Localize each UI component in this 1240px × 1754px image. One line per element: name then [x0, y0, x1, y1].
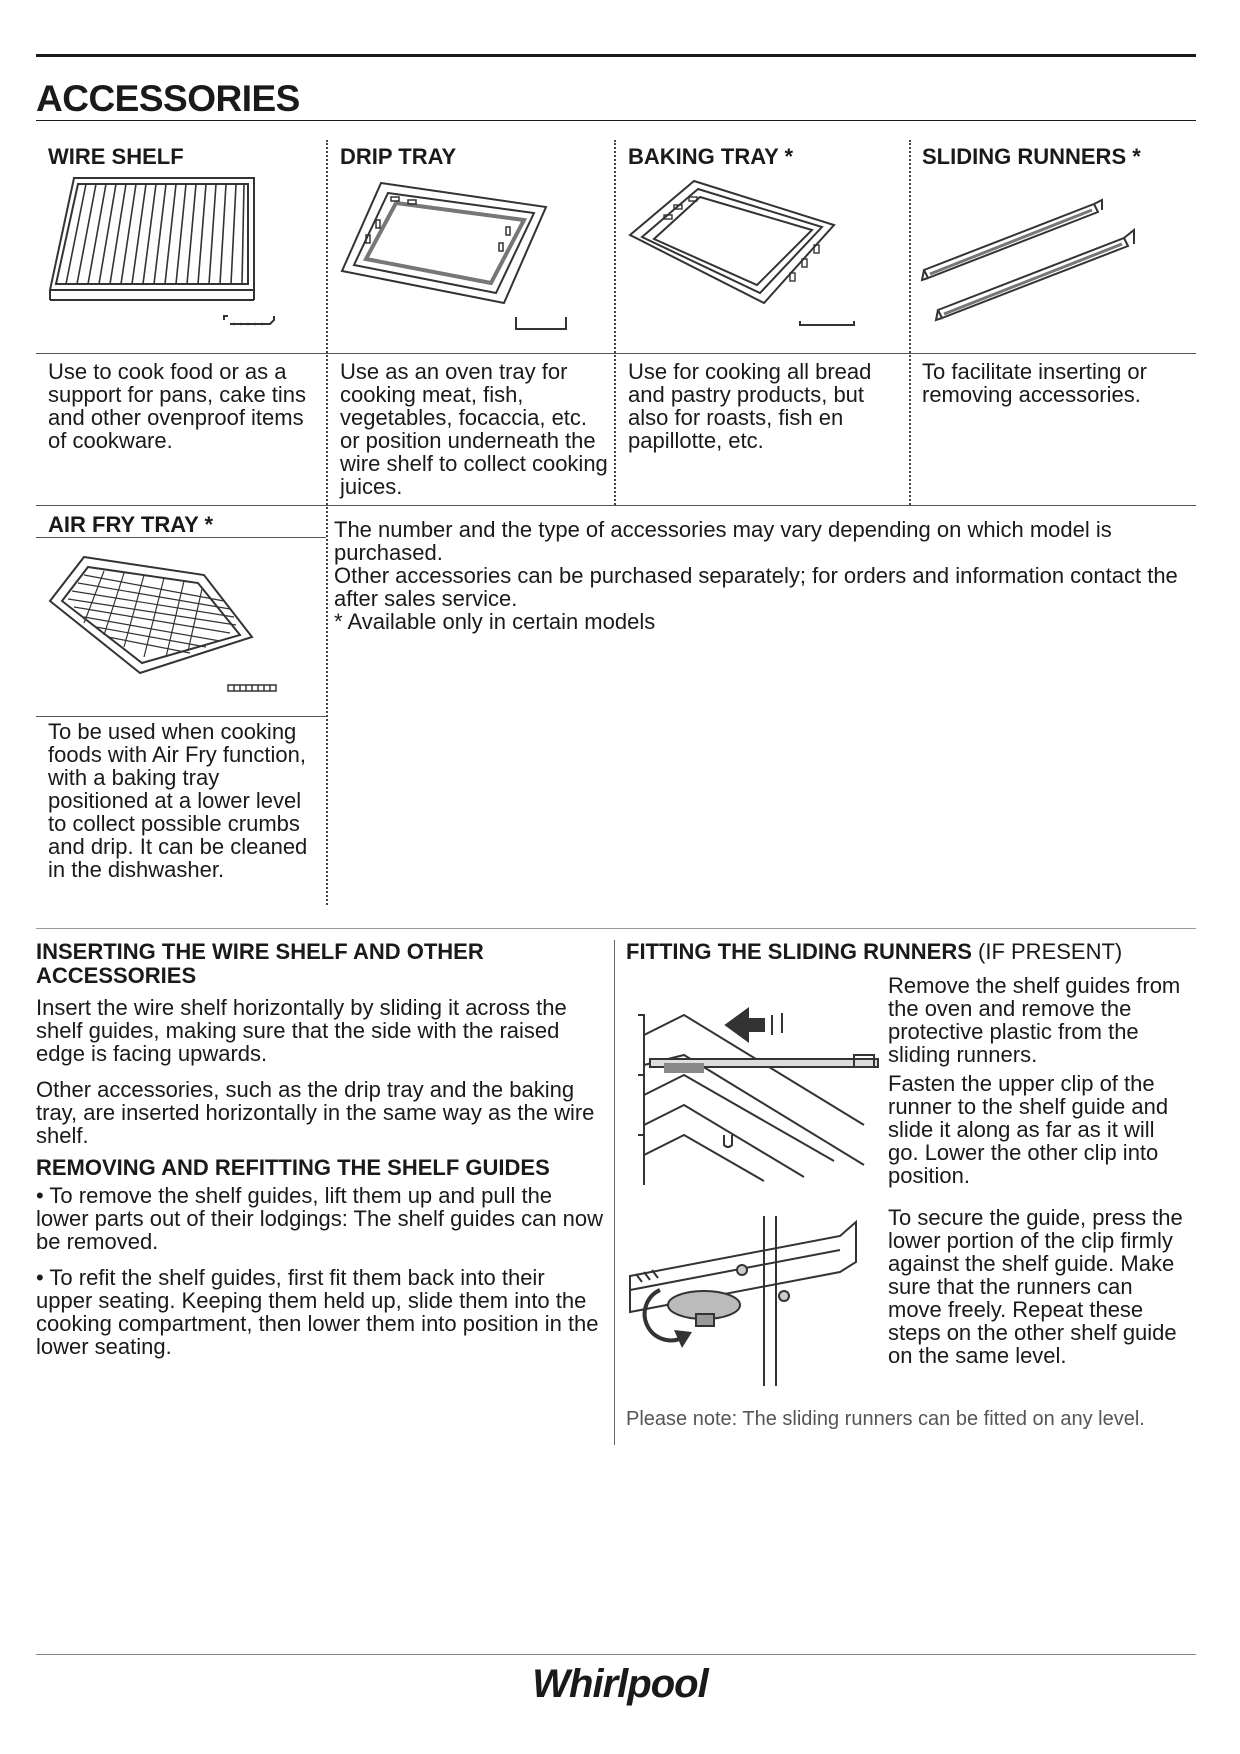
section-paragraph: Other accessories, such as the drip tray and the baking tray, are inserted horizontally in the same way as the wire shelf.: [36, 1077, 595, 1148]
title-rule: [36, 120, 1196, 121]
accessory-name: BAKING TRAY *: [628, 144, 794, 169]
row-rule: [36, 353, 1196, 354]
row-rule: [36, 505, 1196, 506]
wire-shelf-icon: [44, 170, 284, 350]
accessory-name: SLIDING RUNNERS *: [922, 144, 1141, 169]
section-paragraph: • To remove the shelf guides, lift them up and pull the lower parts out of their lodgings: The shelf guides can now be removed.: [36, 1183, 604, 1254]
grid-divider: [326, 140, 328, 905]
note-line: Other accessories can be purchased separately; for orders and information contact the after sales service.: [334, 563, 1178, 611]
grid-divider: [614, 140, 616, 505]
runner-fitting-illustration: [624, 995, 882, 1185]
accessory-name: WIRE SHELF: [48, 144, 184, 169]
accessory-description: Use for cooking all bread and pastry products, but also for roasts, fish en papillotte, etc.: [628, 359, 872, 453]
runner-securing-illustration: [624, 1210, 882, 1390]
drip-tray-icon: [336, 175, 586, 345]
section-paragraph: Remove the shelf guides from the oven and remove the protective plastic from the sliding runners.: [888, 973, 1181, 1067]
accessories-note: [334, 518, 1184, 633]
section-paragraph: • To refit the shelf guides, first fit them back into their upper seating. Keeping them held up, slide them into the cooking compartment, then lower them into position in the lower seating.: [36, 1265, 599, 1359]
column-divider: [614, 940, 615, 1445]
section-rule: [36, 928, 1196, 929]
brand-name: Whirlpool: [532, 1662, 708, 1706]
section-paragraph: To secure the guide, press the lower portion of the clip firmly against the shelf guide. Make sure that the runners can move freely. Repeat these steps on the other shelf guide on the same level.: [888, 1205, 1183, 1368]
row-rule: [36, 716, 326, 717]
accessory-description: Use as an oven tray for cooking meat, fish, vegetables, focaccia, etc. or position underneath the wire shelf to collect cooking juices.: [340, 359, 608, 499]
footer-rule: [36, 1654, 1196, 1655]
note-line: The number and the type of accessories may vary depending on which model is purchased.: [334, 517, 1112, 565]
page-title: ACCESSORIES: [36, 78, 300, 119]
accessory-description: To be used when cooking foods with Air Fry function, with a baking tray positioned at a lower level to collect possible crumbs and drip. It can be cleaned in the dishwasher.: [48, 719, 308, 882]
baking-tray-icon: [624, 175, 884, 345]
section-paragraph: Fasten the upper clip of the runner to the shelf guide and slide it along as far as it will go. Lower the other clip into position.: [888, 1071, 1169, 1188]
accessory-description: Use to cook food or as a support for pans, cake tins and other ovenproof items of cookware.: [48, 359, 307, 453]
accessory-description: To facilitate inserting or removing accessories.: [922, 359, 1147, 407]
section-paragraph: Insert the wire shelf horizontally by sliding it across the shelf guides, making sure that the side with the raised edge is facing upwards.: [36, 995, 567, 1066]
brand-logo: [0, 1662, 1240, 1707]
top-rule: [36, 54, 1196, 57]
accessory-name: DRIP TRAY: [340, 144, 457, 169]
fitting-heading: FITTING THE SLIDING RUNNERS: [626, 939, 972, 964]
grid-divider: [909, 140, 911, 505]
sliding-runners-icon: [918, 190, 1188, 330]
accessory-name: AIR FRY TRAY *: [48, 512, 214, 537]
section-heading: INSERTING THE WIRE SHELF AND OTHER ACCESSORIES: [36, 939, 484, 988]
fitting-heading-suffix: (IF PRESENT): [978, 939, 1123, 964]
note-line: * Available only in certain models: [334, 609, 656, 634]
section-heading: [626, 940, 1196, 964]
section-heading: REMOVING AND REFITTING THE SHELF GUIDES: [36, 1155, 550, 1180]
air-fry-tray-icon: [44, 545, 284, 705]
fitting-note: Please note: The sliding runners can be fitted on any level.: [626, 1408, 1145, 1430]
